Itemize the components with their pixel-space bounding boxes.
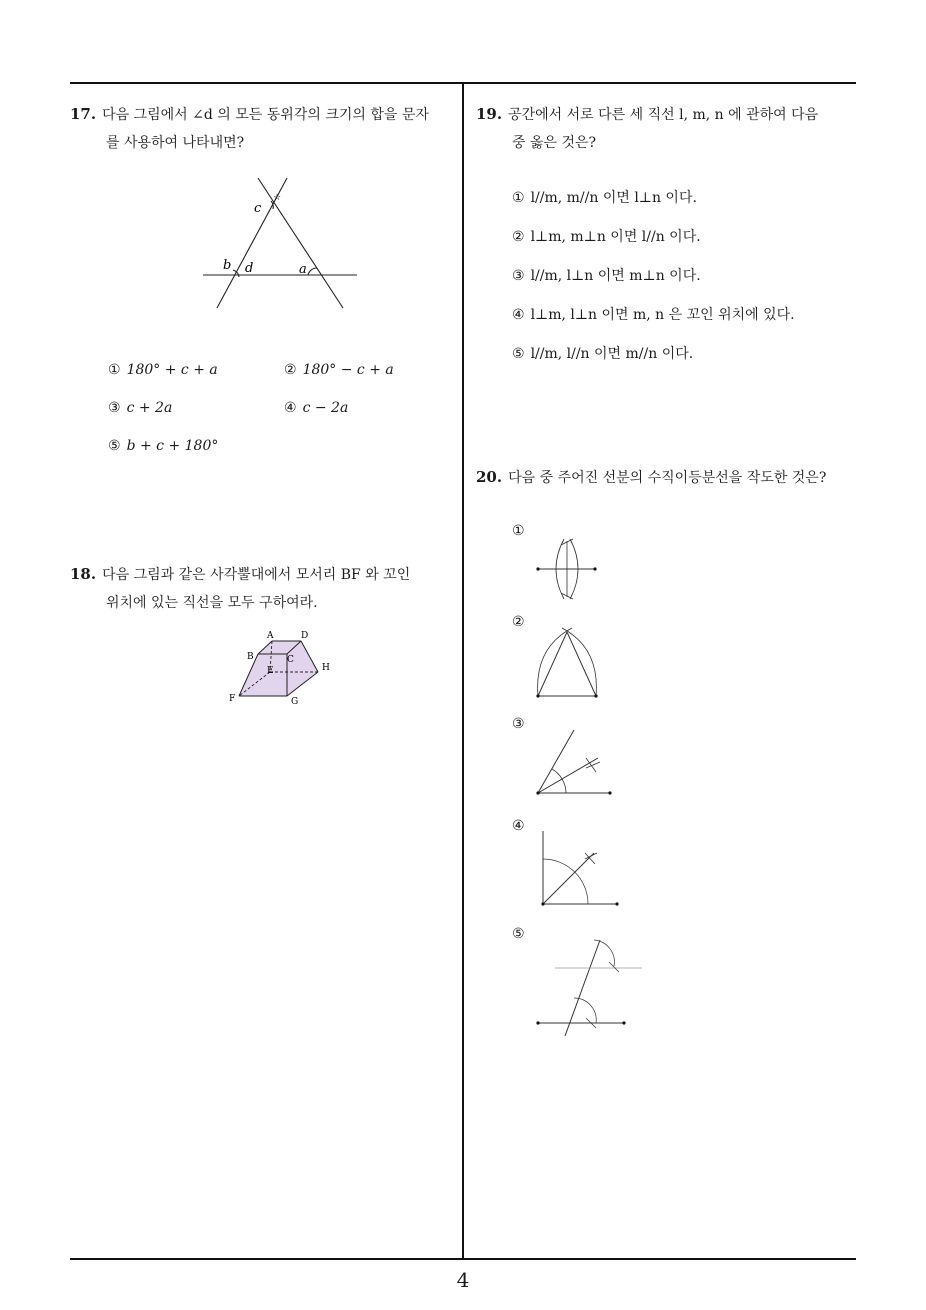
page-number: 4 bbox=[456, 1268, 470, 1292]
label-B: B bbox=[247, 652, 254, 662]
q20-option-1-figure[interactable] bbox=[530, 535, 610, 605]
question-text-line1: 다음 그림과 같은 사각뿔대에서 모서리 BF 와 꼬인 bbox=[102, 567, 411, 583]
question-number: 19. bbox=[476, 105, 503, 123]
label-star: ☆ bbox=[273, 193, 282, 203]
column-divider bbox=[462, 82, 464, 1259]
question-number: 18. bbox=[70, 565, 97, 583]
q20-option-5-number[interactable]: ⑤ bbox=[512, 926, 525, 942]
q20-option-3-figure[interactable] bbox=[530, 726, 620, 800]
label-F: F bbox=[229, 694, 236, 704]
label-H: H bbox=[322, 663, 330, 673]
label-E: E bbox=[267, 666, 274, 676]
q19-option-4[interactable]: ④ l⊥m, l⊥n 이면 m, n 은 꼬인 위치에 있다. bbox=[512, 307, 795, 323]
q19-option-1[interactable]: ① l//m, m//n 이면 l⊥n 이다. bbox=[512, 190, 697, 206]
label-a: a bbox=[299, 262, 307, 277]
question-text-line1: 다음 중 주어진 선분의 수직이등분선을 작도한 것은? bbox=[508, 470, 827, 486]
label-A: A bbox=[267, 631, 274, 641]
question-20 bbox=[476, 463, 866, 492]
frustum-shade bbox=[239, 641, 318, 696]
q20-option-4-number[interactable]: ④ bbox=[512, 818, 525, 834]
q17-option-3[interactable]: ③ c + 2a bbox=[108, 400, 173, 416]
q20-option-4-figure[interactable] bbox=[530, 828, 625, 910]
right-transversal bbox=[258, 178, 343, 308]
label-G: G bbox=[291, 697, 299, 707]
question-19 bbox=[476, 100, 861, 157]
q17-figure bbox=[195, 170, 365, 315]
question-number: 17. bbox=[70, 105, 97, 123]
q17-option-1[interactable]: ① 180° + c + a bbox=[108, 362, 218, 378]
question-18 bbox=[70, 560, 455, 617]
q20-option-2-number[interactable]: ② bbox=[512, 614, 525, 630]
q18-frustum-figure bbox=[225, 628, 340, 710]
label-D: D bbox=[301, 631, 309, 641]
q19-option-3[interactable]: ③ l//m, l⊥n 이면 m⊥n 이다. bbox=[512, 268, 701, 284]
question-text-line2: 를 사용하여 나타내면? bbox=[106, 135, 245, 151]
question-number: 20. bbox=[476, 468, 503, 486]
q20-option-5-figure[interactable] bbox=[530, 936, 645, 1040]
q17-option-5[interactable]: ⑤ b + c + 180° bbox=[108, 438, 219, 454]
q17-option-2[interactable]: ② 180° − c + a bbox=[284, 362, 394, 378]
q20-option-1-number[interactable]: ① bbox=[512, 523, 525, 539]
q17-option-4[interactable]: ④ c − 2a bbox=[284, 400, 349, 416]
question-text-line2: 중 옳은 것은? bbox=[512, 135, 597, 151]
angle-a-arc bbox=[308, 268, 317, 275]
q20-option-2-figure[interactable] bbox=[530, 624, 610, 704]
question-17 bbox=[70, 100, 455, 157]
q20-option-3-number[interactable]: ③ bbox=[512, 716, 525, 732]
label-C: C bbox=[287, 655, 294, 665]
label-d: d bbox=[245, 261, 254, 276]
question-text-line1: 공간에서 서로 다른 세 직선 l, m, n 에 관하여 다음 bbox=[508, 107, 819, 123]
q19-option-2[interactable]: ② l⊥m, m⊥n 이면 l//n 이다. bbox=[512, 229, 701, 245]
question-text-line1: 다음 그림에서 ∠d 의 모든 동위각의 크기의 합을 문자 bbox=[102, 107, 429, 123]
label-c: c bbox=[254, 201, 262, 216]
label-b: b bbox=[223, 258, 232, 273]
question-text-line2: 위치에 있는 직선을 모두 구하여라. bbox=[106, 595, 318, 611]
q19-option-5[interactable]: ⑤ l//m, l//n 이면 m//n 이다. bbox=[512, 346, 694, 362]
